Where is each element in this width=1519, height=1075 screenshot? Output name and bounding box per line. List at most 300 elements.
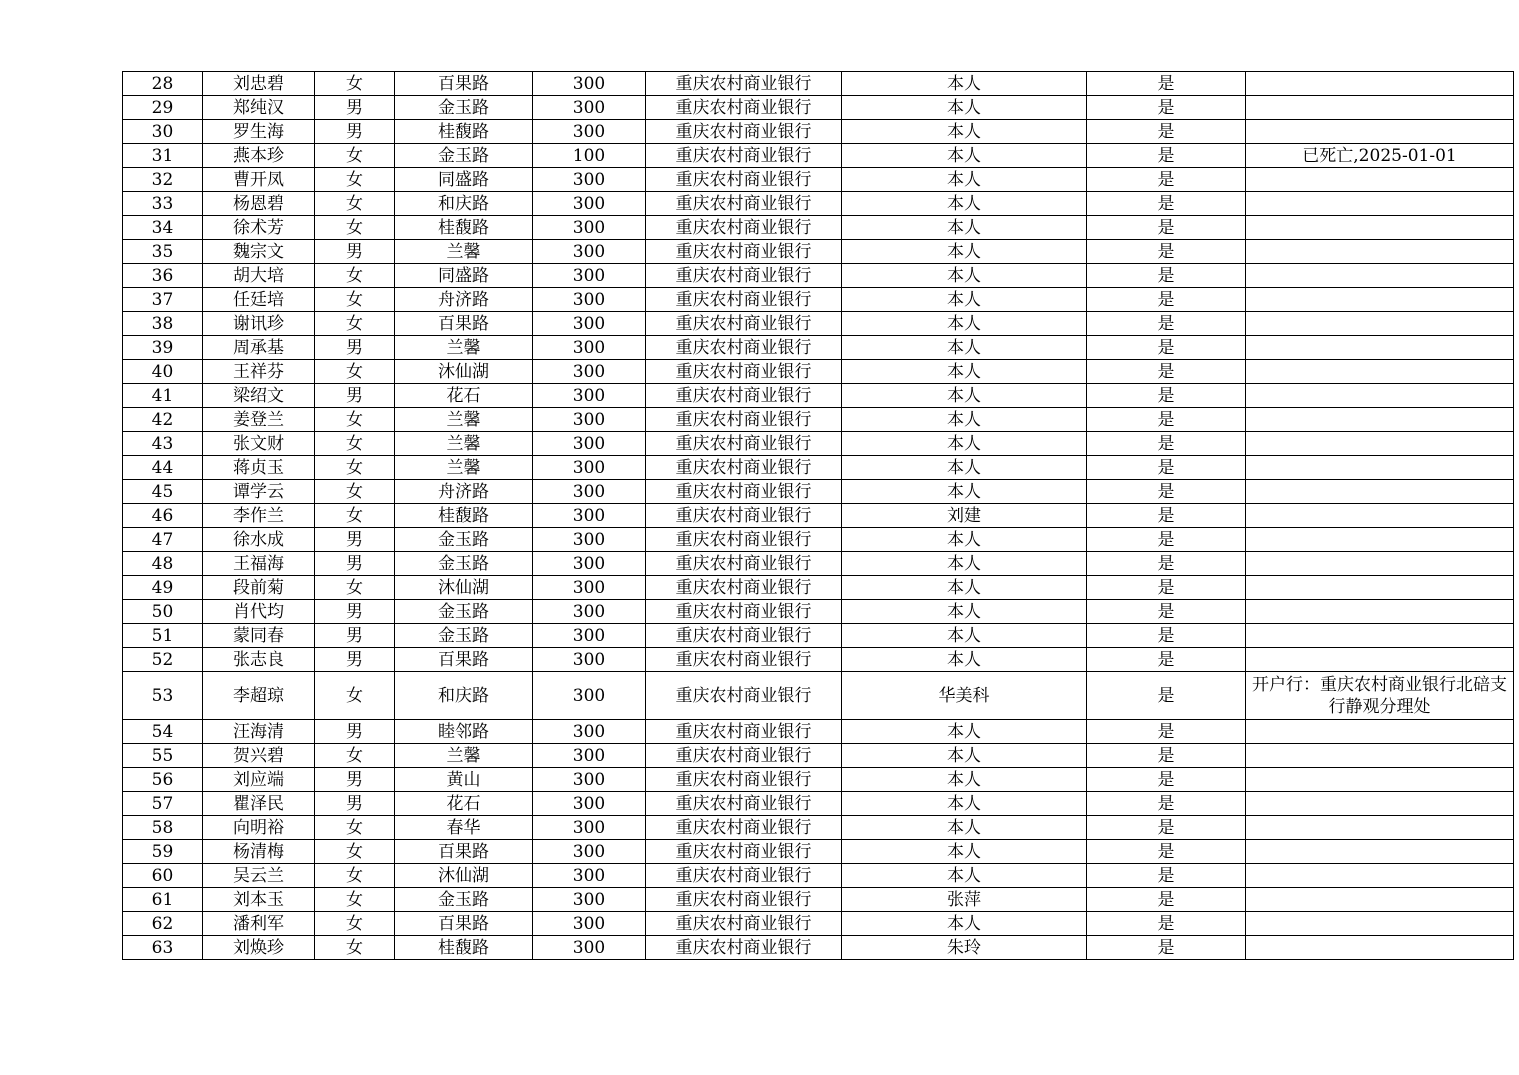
bank-cell: 重庆农村商业银行 bbox=[646, 840, 842, 864]
bank-cell: 重庆农村商业银行 bbox=[646, 288, 842, 312]
note-cell bbox=[1246, 264, 1514, 288]
row-number-cell: 43 bbox=[123, 432, 203, 456]
road-cell: 花石 bbox=[395, 792, 533, 816]
amount-cell: 300 bbox=[533, 120, 646, 144]
status-cell: 是 bbox=[1087, 96, 1246, 120]
row-number-cell: 40 bbox=[123, 360, 203, 384]
note-cell bbox=[1246, 168, 1514, 192]
note-cell bbox=[1246, 432, 1514, 456]
status-cell: 是 bbox=[1087, 240, 1246, 264]
bank-cell: 重庆农村商业银行 bbox=[646, 936, 842, 960]
bank-cell: 重庆农村商业银行 bbox=[646, 480, 842, 504]
road-cell: 沐仙湖 bbox=[395, 576, 533, 600]
row-number-cell: 59 bbox=[123, 840, 203, 864]
account-holder-cell: 本人 bbox=[842, 480, 1087, 504]
road-cell: 兰馨 bbox=[395, 456, 533, 480]
account-holder-cell: 本人 bbox=[842, 120, 1087, 144]
status-cell: 是 bbox=[1087, 528, 1246, 552]
table-row bbox=[123, 864, 1514, 888]
amount-cell: 300 bbox=[533, 888, 646, 912]
account-holder-cell: 本人 bbox=[842, 648, 1087, 672]
account-holder-cell: 本人 bbox=[842, 408, 1087, 432]
row-number-cell: 57 bbox=[123, 792, 203, 816]
row-number-cell: 53 bbox=[123, 672, 203, 720]
note-cell: 已死亡,2025-01-01 bbox=[1246, 144, 1514, 168]
amount-cell: 300 bbox=[533, 744, 646, 768]
gender-cell: 男 bbox=[315, 96, 395, 120]
table-row bbox=[123, 384, 1514, 408]
gender-cell: 女 bbox=[315, 408, 395, 432]
gender-cell: 女 bbox=[315, 72, 395, 96]
road-cell: 桂馥路 bbox=[395, 120, 533, 144]
bank-cell: 重庆农村商业银行 bbox=[646, 456, 842, 480]
status-cell: 是 bbox=[1087, 384, 1246, 408]
amount-cell: 300 bbox=[533, 816, 646, 840]
name-cell: 刘焕珍 bbox=[203, 936, 315, 960]
name-cell: 潘利军 bbox=[203, 912, 315, 936]
account-holder-cell: 本人 bbox=[842, 384, 1087, 408]
table-row bbox=[123, 408, 1514, 432]
account-holder-cell: 本人 bbox=[842, 720, 1087, 744]
road-cell: 沐仙湖 bbox=[395, 360, 533, 384]
status-cell: 是 bbox=[1087, 720, 1246, 744]
amount-cell: 300 bbox=[533, 552, 646, 576]
bank-cell: 重庆农村商业银行 bbox=[646, 912, 842, 936]
table-row bbox=[123, 120, 1514, 144]
name-cell: 蒙同春 bbox=[203, 624, 315, 648]
table-row bbox=[123, 768, 1514, 792]
bank-cell: 重庆农村商业银行 bbox=[646, 744, 842, 768]
account-holder-cell: 张萍 bbox=[842, 888, 1087, 912]
table-row bbox=[123, 840, 1514, 864]
gender-cell: 女 bbox=[315, 672, 395, 720]
bank-cell: 重庆农村商业银行 bbox=[646, 648, 842, 672]
row-number-cell: 46 bbox=[123, 504, 203, 528]
row-number-cell: 36 bbox=[123, 264, 203, 288]
gender-cell: 女 bbox=[315, 744, 395, 768]
note-cell bbox=[1246, 288, 1514, 312]
row-number-cell: 34 bbox=[123, 216, 203, 240]
name-cell: 梁绍文 bbox=[203, 384, 315, 408]
status-cell: 是 bbox=[1087, 120, 1246, 144]
road-cell: 兰馨 bbox=[395, 408, 533, 432]
road-cell: 金玉路 bbox=[395, 624, 533, 648]
table-row bbox=[123, 720, 1514, 744]
bank-cell: 重庆农村商业银行 bbox=[646, 672, 842, 720]
amount-cell: 300 bbox=[533, 936, 646, 960]
name-cell: 任廷培 bbox=[203, 288, 315, 312]
road-cell: 兰馨 bbox=[395, 432, 533, 456]
account-holder-cell: 本人 bbox=[842, 768, 1087, 792]
account-holder-cell: 本人 bbox=[842, 96, 1087, 120]
bank-cell: 重庆农村商业银行 bbox=[646, 384, 842, 408]
status-cell: 是 bbox=[1087, 912, 1246, 936]
road-cell: 黄山 bbox=[395, 768, 533, 792]
amount-cell: 300 bbox=[533, 864, 646, 888]
status-cell: 是 bbox=[1087, 168, 1246, 192]
amount-cell: 300 bbox=[533, 456, 646, 480]
gender-cell: 女 bbox=[315, 840, 395, 864]
note-cell bbox=[1246, 720, 1514, 744]
status-cell: 是 bbox=[1087, 264, 1246, 288]
table-row bbox=[123, 72, 1514, 96]
status-cell: 是 bbox=[1087, 192, 1246, 216]
bank-cell: 重庆农村商业银行 bbox=[646, 888, 842, 912]
amount-cell: 300 bbox=[533, 504, 646, 528]
bank-cell: 重庆农村商业银行 bbox=[646, 504, 842, 528]
table-row bbox=[123, 432, 1514, 456]
account-holder-cell: 本人 bbox=[842, 168, 1087, 192]
road-cell: 桂馥路 bbox=[395, 504, 533, 528]
road-cell: 百果路 bbox=[395, 912, 533, 936]
status-cell: 是 bbox=[1087, 576, 1246, 600]
name-cell: 贺兴碧 bbox=[203, 744, 315, 768]
gender-cell: 女 bbox=[315, 216, 395, 240]
name-cell: 吴云兰 bbox=[203, 864, 315, 888]
table-row bbox=[123, 312, 1514, 336]
status-cell: 是 bbox=[1087, 600, 1246, 624]
gender-cell: 女 bbox=[315, 456, 395, 480]
name-cell: 燕本珍 bbox=[203, 144, 315, 168]
table-row bbox=[123, 648, 1514, 672]
bank-cell: 重庆农村商业银行 bbox=[646, 432, 842, 456]
row-number-cell: 60 bbox=[123, 864, 203, 888]
name-cell: 郑纯汉 bbox=[203, 96, 315, 120]
table-row bbox=[123, 744, 1514, 768]
name-cell: 谭学云 bbox=[203, 480, 315, 504]
bank-cell: 重庆农村商业银行 bbox=[646, 720, 842, 744]
road-cell: 沐仙湖 bbox=[395, 864, 533, 888]
gender-cell: 女 bbox=[315, 888, 395, 912]
gender-cell: 女 bbox=[315, 288, 395, 312]
note-cell bbox=[1246, 480, 1514, 504]
table-row bbox=[123, 216, 1514, 240]
amount-cell: 300 bbox=[533, 408, 646, 432]
name-cell: 徐水成 bbox=[203, 528, 315, 552]
note-cell bbox=[1246, 768, 1514, 792]
bank-cell: 重庆农村商业银行 bbox=[646, 528, 842, 552]
account-holder-cell: 本人 bbox=[842, 624, 1087, 648]
gender-cell: 女 bbox=[315, 192, 395, 216]
road-cell: 兰馨 bbox=[395, 744, 533, 768]
amount-cell: 300 bbox=[533, 72, 646, 96]
amount-cell: 300 bbox=[533, 360, 646, 384]
table-row bbox=[123, 456, 1514, 480]
name-cell: 刘忠碧 bbox=[203, 72, 315, 96]
note-cell bbox=[1246, 600, 1514, 624]
note-cell bbox=[1246, 240, 1514, 264]
name-cell: 罗生海 bbox=[203, 120, 315, 144]
bank-cell: 重庆农村商业银行 bbox=[646, 600, 842, 624]
name-cell: 胡大培 bbox=[203, 264, 315, 288]
name-cell: 张文财 bbox=[203, 432, 315, 456]
status-cell: 是 bbox=[1087, 72, 1246, 96]
road-cell: 桂馥路 bbox=[395, 936, 533, 960]
road-cell: 百果路 bbox=[395, 648, 533, 672]
account-holder-cell: 本人 bbox=[842, 336, 1087, 360]
status-cell: 是 bbox=[1087, 480, 1246, 504]
table-row bbox=[123, 192, 1514, 216]
account-holder-cell: 本人 bbox=[842, 432, 1087, 456]
road-cell: 舟济路 bbox=[395, 288, 533, 312]
row-number-cell: 63 bbox=[123, 936, 203, 960]
table-row bbox=[123, 600, 1514, 624]
row-number-cell: 39 bbox=[123, 336, 203, 360]
row-number-cell: 58 bbox=[123, 816, 203, 840]
amount-cell: 300 bbox=[533, 624, 646, 648]
bank-cell: 重庆农村商业银行 bbox=[646, 264, 842, 288]
name-cell: 李作兰 bbox=[203, 504, 315, 528]
gender-cell: 女 bbox=[315, 432, 395, 456]
gender-cell: 女 bbox=[315, 864, 395, 888]
table-row bbox=[123, 264, 1514, 288]
road-cell: 金玉路 bbox=[395, 552, 533, 576]
gender-cell: 女 bbox=[315, 816, 395, 840]
name-cell: 段前菊 bbox=[203, 576, 315, 600]
road-cell: 金玉路 bbox=[395, 96, 533, 120]
table-row bbox=[123, 504, 1514, 528]
note-cell bbox=[1246, 120, 1514, 144]
gender-cell: 女 bbox=[315, 144, 395, 168]
name-cell: 曹开凤 bbox=[203, 168, 315, 192]
amount-cell: 300 bbox=[533, 312, 646, 336]
note-cell bbox=[1246, 72, 1514, 96]
gender-cell: 男 bbox=[315, 240, 395, 264]
table-row bbox=[123, 672, 1514, 720]
name-cell: 肖代均 bbox=[203, 600, 315, 624]
gender-cell: 男 bbox=[315, 552, 395, 576]
account-holder-cell: 本人 bbox=[842, 144, 1087, 168]
status-cell: 是 bbox=[1087, 552, 1246, 576]
name-cell: 姜登兰 bbox=[203, 408, 315, 432]
status-cell: 是 bbox=[1087, 504, 1246, 528]
bank-cell: 重庆农村商业银行 bbox=[646, 768, 842, 792]
note-cell bbox=[1246, 456, 1514, 480]
amount-cell: 300 bbox=[533, 528, 646, 552]
gender-cell: 男 bbox=[315, 648, 395, 672]
row-number-cell: 41 bbox=[123, 384, 203, 408]
note-cell bbox=[1246, 624, 1514, 648]
gender-cell: 男 bbox=[315, 624, 395, 648]
amount-cell: 300 bbox=[533, 432, 646, 456]
table-row bbox=[123, 624, 1514, 648]
amount-cell: 300 bbox=[533, 912, 646, 936]
note-cell bbox=[1246, 864, 1514, 888]
note-cell bbox=[1246, 96, 1514, 120]
row-number-cell: 51 bbox=[123, 624, 203, 648]
status-cell: 是 bbox=[1087, 336, 1246, 360]
note-cell bbox=[1246, 912, 1514, 936]
status-cell: 是 bbox=[1087, 648, 1246, 672]
road-cell: 金玉路 bbox=[395, 888, 533, 912]
amount-cell: 300 bbox=[533, 768, 646, 792]
table-row bbox=[123, 552, 1514, 576]
status-cell: 是 bbox=[1087, 744, 1246, 768]
name-cell: 杨清梅 bbox=[203, 840, 315, 864]
row-number-cell: 52 bbox=[123, 648, 203, 672]
account-holder-cell: 朱玲 bbox=[842, 936, 1087, 960]
account-holder-cell: 本人 bbox=[842, 312, 1087, 336]
table-row bbox=[123, 96, 1514, 120]
table-row bbox=[123, 480, 1514, 504]
note-cell bbox=[1246, 528, 1514, 552]
bank-cell: 重庆农村商业银行 bbox=[646, 240, 842, 264]
road-cell: 舟济路 bbox=[395, 480, 533, 504]
account-holder-cell: 本人 bbox=[842, 240, 1087, 264]
account-holder-cell: 本人 bbox=[842, 600, 1087, 624]
account-holder-cell: 本人 bbox=[842, 72, 1087, 96]
note-cell bbox=[1246, 408, 1514, 432]
bank-cell: 重庆农村商业银行 bbox=[646, 72, 842, 96]
gender-cell: 女 bbox=[315, 576, 395, 600]
row-number-cell: 38 bbox=[123, 312, 203, 336]
account-holder-cell: 本人 bbox=[842, 840, 1087, 864]
name-cell: 周承基 bbox=[203, 336, 315, 360]
row-number-cell: 45 bbox=[123, 480, 203, 504]
name-cell: 徐术芳 bbox=[203, 216, 315, 240]
road-cell: 同盛路 bbox=[395, 264, 533, 288]
account-holder-cell: 本人 bbox=[842, 264, 1087, 288]
name-cell: 蒋贞玉 bbox=[203, 456, 315, 480]
status-cell: 是 bbox=[1087, 144, 1246, 168]
note-cell bbox=[1246, 816, 1514, 840]
gender-cell: 女 bbox=[315, 168, 395, 192]
row-number-cell: 30 bbox=[123, 120, 203, 144]
row-number-cell: 44 bbox=[123, 456, 203, 480]
table-row bbox=[123, 360, 1514, 384]
gender-cell: 女 bbox=[315, 264, 395, 288]
road-cell: 和庆路 bbox=[395, 672, 533, 720]
bank-cell: 重庆农村商业银行 bbox=[646, 168, 842, 192]
bank-cell: 重庆农村商业银行 bbox=[646, 312, 842, 336]
row-number-cell: 31 bbox=[123, 144, 203, 168]
account-holder-cell: 本人 bbox=[842, 912, 1087, 936]
note-cell bbox=[1246, 216, 1514, 240]
amount-cell: 300 bbox=[533, 576, 646, 600]
table-row bbox=[123, 336, 1514, 360]
amount-cell: 300 bbox=[533, 240, 646, 264]
bank-cell: 重庆农村商业银行 bbox=[646, 336, 842, 360]
bank-cell: 重庆农村商业银行 bbox=[646, 816, 842, 840]
name-cell: 张志良 bbox=[203, 648, 315, 672]
road-cell: 百果路 bbox=[395, 312, 533, 336]
name-cell: 向明裕 bbox=[203, 816, 315, 840]
name-cell: 王福海 bbox=[203, 552, 315, 576]
name-cell: 王祥芬 bbox=[203, 360, 315, 384]
gender-cell: 男 bbox=[315, 528, 395, 552]
note-cell bbox=[1246, 360, 1514, 384]
row-number-cell: 32 bbox=[123, 168, 203, 192]
amount-cell: 300 bbox=[533, 672, 646, 720]
amount-cell: 300 bbox=[533, 288, 646, 312]
note-cell bbox=[1246, 888, 1514, 912]
gender-cell: 女 bbox=[315, 480, 395, 504]
name-cell: 谢讯珍 bbox=[203, 312, 315, 336]
table-row bbox=[123, 168, 1514, 192]
amount-cell: 100 bbox=[533, 144, 646, 168]
road-cell: 金玉路 bbox=[395, 600, 533, 624]
status-cell: 是 bbox=[1087, 864, 1246, 888]
row-number-cell: 55 bbox=[123, 744, 203, 768]
gender-cell: 男 bbox=[315, 120, 395, 144]
table-row bbox=[123, 144, 1514, 168]
bank-cell: 重庆农村商业银行 bbox=[646, 624, 842, 648]
amount-cell: 300 bbox=[533, 216, 646, 240]
row-number-cell: 37 bbox=[123, 288, 203, 312]
amount-cell: 300 bbox=[533, 792, 646, 816]
amount-cell: 300 bbox=[533, 600, 646, 624]
amount-cell: 300 bbox=[533, 840, 646, 864]
account-holder-cell: 本人 bbox=[842, 576, 1087, 600]
note-cell bbox=[1246, 312, 1514, 336]
bank-cell: 重庆农村商业银行 bbox=[646, 96, 842, 120]
table-row bbox=[123, 936, 1514, 960]
table-row bbox=[123, 288, 1514, 312]
table-row bbox=[123, 912, 1514, 936]
account-holder-cell: 本人 bbox=[842, 744, 1087, 768]
amount-cell: 300 bbox=[533, 336, 646, 360]
bank-cell: 重庆农村商业银行 bbox=[646, 792, 842, 816]
gender-cell: 女 bbox=[315, 936, 395, 960]
gender-cell: 男 bbox=[315, 384, 395, 408]
bank-cell: 重庆农村商业银行 bbox=[646, 576, 842, 600]
amount-cell: 300 bbox=[533, 96, 646, 120]
note-cell bbox=[1246, 384, 1514, 408]
row-number-cell: 50 bbox=[123, 600, 203, 624]
status-cell: 是 bbox=[1087, 624, 1246, 648]
row-number-cell: 48 bbox=[123, 552, 203, 576]
road-cell: 和庆路 bbox=[395, 192, 533, 216]
status-cell: 是 bbox=[1087, 456, 1246, 480]
account-holder-cell: 本人 bbox=[842, 792, 1087, 816]
bank-cell: 重庆农村商业银行 bbox=[646, 192, 842, 216]
status-cell: 是 bbox=[1087, 216, 1246, 240]
amount-cell: 300 bbox=[533, 384, 646, 408]
account-holder-cell: 本人 bbox=[842, 288, 1087, 312]
row-number-cell: 28 bbox=[123, 72, 203, 96]
status-cell: 是 bbox=[1087, 936, 1246, 960]
road-cell: 桂馥路 bbox=[395, 216, 533, 240]
table-row bbox=[123, 792, 1514, 816]
gender-cell: 男 bbox=[315, 768, 395, 792]
note-cell bbox=[1246, 192, 1514, 216]
table-body bbox=[123, 72, 1514, 960]
gender-cell: 男 bbox=[315, 720, 395, 744]
amount-cell: 300 bbox=[533, 264, 646, 288]
note-cell bbox=[1246, 744, 1514, 768]
note-cell bbox=[1246, 840, 1514, 864]
row-number-cell: 61 bbox=[123, 888, 203, 912]
account-holder-cell: 本人 bbox=[842, 216, 1087, 240]
status-cell: 是 bbox=[1087, 312, 1246, 336]
row-number-cell: 47 bbox=[123, 528, 203, 552]
status-cell: 是 bbox=[1087, 408, 1246, 432]
roster-table bbox=[122, 71, 1514, 960]
note-cell bbox=[1246, 504, 1514, 528]
gender-cell: 男 bbox=[315, 336, 395, 360]
account-holder-cell: 刘建 bbox=[842, 504, 1087, 528]
note-cell: 开户行：重庆农村商业银行北碚支行静观分理处 bbox=[1246, 672, 1514, 720]
account-holder-cell: 本人 bbox=[842, 360, 1087, 384]
row-number-cell: 49 bbox=[123, 576, 203, 600]
gender-cell: 女 bbox=[315, 360, 395, 384]
account-holder-cell: 本人 bbox=[842, 552, 1087, 576]
name-cell: 瞿泽民 bbox=[203, 792, 315, 816]
road-cell: 春华 bbox=[395, 816, 533, 840]
note-cell bbox=[1246, 648, 1514, 672]
bank-cell: 重庆农村商业银行 bbox=[646, 552, 842, 576]
bank-cell: 重庆农村商业银行 bbox=[646, 120, 842, 144]
